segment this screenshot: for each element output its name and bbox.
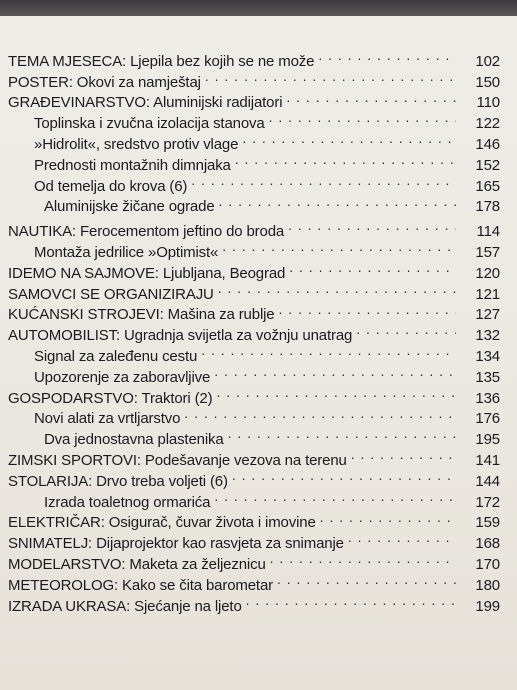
- dot-leader: [246, 590, 456, 611]
- dot-leader: [214, 361, 456, 382]
- toc-entry-page: 127: [475, 306, 500, 324]
- toc-entry-page: 146: [475, 135, 500, 153]
- dot-leader: [214, 486, 456, 507]
- toc-entry-title: SAMOVCI SE ORGANIZIRAJU: [8, 285, 214, 303]
- toc-entry-title: METEOROLOG: Kako se čita barometar: [8, 576, 273, 594]
- toc-entry-title: AUTOMOBILIST: Ugradnja svijetla za vožnju unatrag: [8, 327, 353, 345]
- dot-leader: [286, 87, 456, 108]
- table-of-contents: [8, 45, 500, 615]
- dot-leader: [218, 278, 456, 299]
- toc-entry-page: 110: [476, 94, 500, 112]
- dot-leader: [289, 257, 456, 278]
- toc-entry-page: 199: [475, 597, 500, 615]
- dot-leader: [279, 299, 456, 320]
- toc-entry-title: GOSPODARSTVO: Traktori (2): [8, 389, 213, 407]
- dot-leader: [235, 149, 456, 170]
- toc-entry-page: 150: [475, 73, 500, 91]
- toc-entry-title: Toplinska i zvučna izolacija stanova: [34, 115, 265, 133]
- dot-leader: [201, 340, 456, 361]
- dot-leader: [270, 548, 456, 569]
- dot-leader: [232, 465, 456, 486]
- toc-entry-title: IZRADA UKRASA: Sjećanje na ljeto: [8, 597, 242, 615]
- toc-entry-page: 180: [475, 576, 500, 594]
- toc-entry-title: KUĆANSKI STROJEVI: Mašina za rublje: [8, 306, 275, 324]
- dot-leader: [184, 403, 456, 424]
- toc-entry-title: Aluminijske žičane ograde: [44, 198, 215, 216]
- toc-entry-title: Novi alati za vrtljarstvo: [34, 410, 181, 428]
- toc-entry-title: Upozorenje za zaboravljive: [34, 368, 211, 386]
- toc-entry-title: IDEMO NA SAJMOVE: Ljubljana, Beograd: [8, 264, 286, 282]
- toc-entry-page: 176: [475, 410, 500, 428]
- toc-entry-title: GRAĐEVINARSTVO: Aluminijski radijatori: [8, 94, 283, 112]
- toc-entry-page: 170: [475, 555, 500, 573]
- toc-entry-page: 121: [475, 285, 500, 303]
- toc-entry-title: Montaža jedrilice »Optimist«: [34, 243, 219, 261]
- toc-entry-page: 159: [475, 514, 500, 532]
- toc-entry-title: Dva jednostavna plastenika: [44, 431, 224, 449]
- toc-entry-page: 157: [475, 243, 500, 261]
- dot-leader: [288, 215, 456, 236]
- magazine-page: [0, 16, 517, 690]
- dot-leader: [222, 236, 456, 257]
- toc-entry-page: 134: [475, 347, 500, 365]
- top-border-band: [0, 0, 517, 16]
- toc-entry-title: »Hidrolit«, sredstvo protiv vlage: [34, 135, 239, 153]
- toc-entry-title: Izrada toaletnog ormarića: [44, 493, 211, 511]
- toc-entry-title: SNIMATELJ: Dijaprojektor kao rasvjeta za snimanje: [8, 535, 344, 553]
- toc-entry-title: NAUTIKA: Ferocementom jeftino do broda: [8, 223, 285, 241]
- toc-entry-title: Prednosti montažnih dimnjaka: [34, 156, 231, 174]
- dot-leader: [269, 107, 456, 128]
- toc-entry-page: 172: [475, 493, 500, 511]
- toc-entry-page: 132: [475, 327, 500, 345]
- toc-entry-title: POSTER: Okovi za namještaj: [8, 73, 201, 91]
- toc-entry-title: ZIMSKI SPORTOVI: Podešavanje vezova na terenu: [8, 451, 347, 469]
- toc-entry-title: Od temelja do krova (6): [34, 177, 188, 195]
- toc-entry-title: STOLARIJA: Drvo treba voljeti (6): [8, 472, 228, 490]
- toc-entry-page: 102: [475, 52, 500, 70]
- dot-leader: [318, 45, 456, 66]
- toc-entry-page: 152: [475, 156, 500, 174]
- dot-leader: [320, 507, 456, 528]
- toc-entry-page: 141: [475, 451, 500, 469]
- toc-entry-page: 178: [475, 198, 500, 216]
- toc-entry-page: 195: [475, 431, 500, 449]
- toc-entry-page: 135: [475, 368, 500, 386]
- dot-leader: [348, 527, 456, 548]
- dot-leader: [216, 382, 456, 403]
- toc-entry-title: Signal za zaleđenu cestu: [34, 347, 198, 365]
- dot-leader: [205, 66, 456, 87]
- dot-leader: [242, 128, 456, 149]
- toc-entry-title: ELEKTRIČAR: Osigurač, čuvar života i imovine: [8, 514, 316, 532]
- toc-entry: [8, 215, 500, 241]
- toc-entry: [8, 45, 500, 70]
- toc-entry-page: 120: [475, 264, 500, 282]
- toc-entry-title: MODELARSTVO: Maketa za željeznicu: [8, 555, 266, 573]
- dot-leader: [277, 569, 456, 590]
- dot-leader: [219, 191, 456, 212]
- dot-leader: [228, 423, 456, 444]
- toc-entry-page: 122: [475, 115, 500, 133]
- dot-leader: [351, 444, 456, 465]
- toc-entry-page: 168: [475, 535, 500, 553]
- toc-entry-page: 144: [475, 472, 500, 490]
- toc-entry-page: 114: [476, 223, 500, 241]
- toc-entry-page: 136: [475, 389, 500, 407]
- dot-leader: [191, 170, 456, 191]
- toc-entry-page: 165: [475, 177, 500, 195]
- dot-leader: [356, 319, 456, 340]
- toc-entry-title: TEMA MJESECA: Ljepila bez kojih se ne može: [8, 52, 315, 70]
